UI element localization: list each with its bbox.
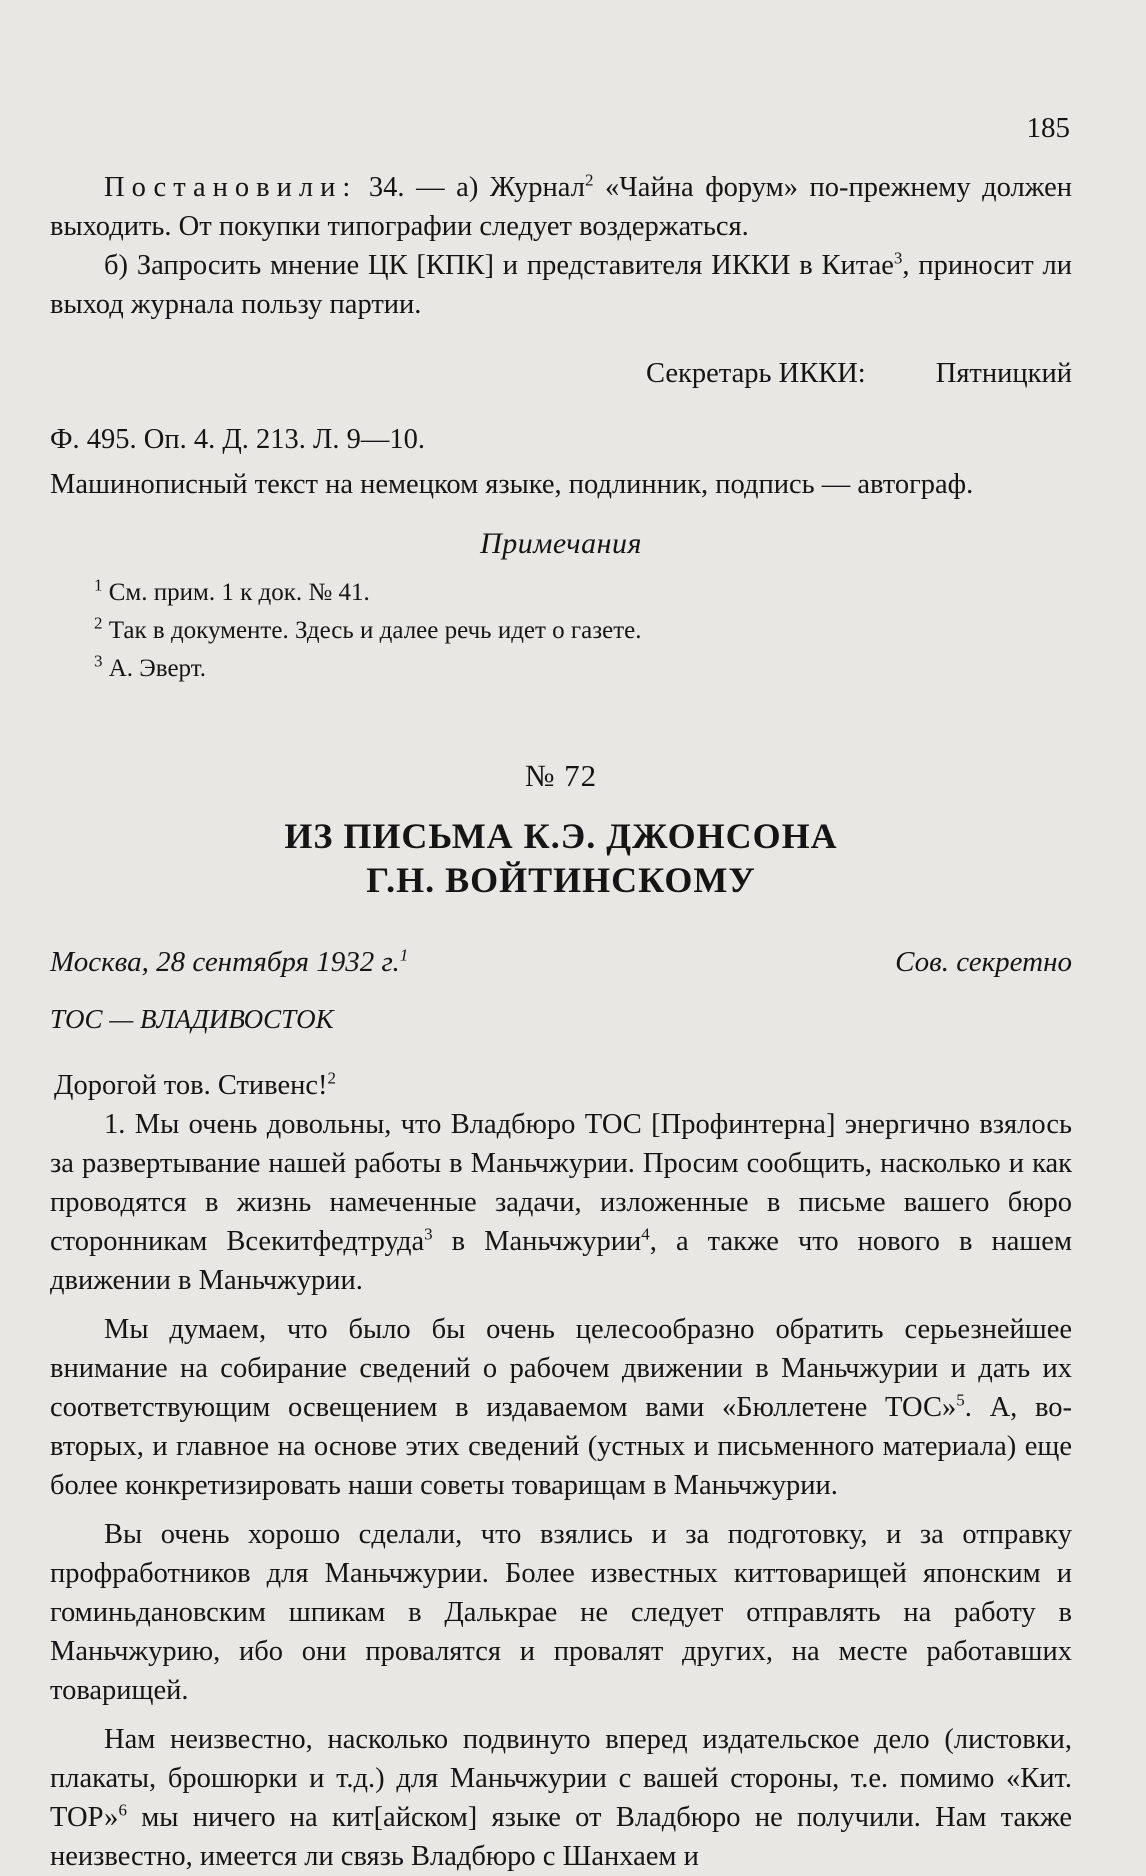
classification: Сов. секретно xyxy=(895,946,1072,978)
note-item: $^3$ А. Эверт. xyxy=(94,651,207,682)
note-item: $^2$ Так в документе. Здесь и далее речь идет о газете. xyxy=(94,613,642,644)
resolution-label: Постановили: xyxy=(104,172,358,203)
archive-reference: Ф. 495. Оп. 4. Д. 213. Л. 9—10. xyxy=(50,424,425,455)
place-date: Москва, 28 сентября 1932 г.$^1$ xyxy=(50,945,409,978)
document-title-line-1: ИЗ ПИСЬМА К.Э. ДЖОНСОНА xyxy=(284,816,838,856)
resolution-paragraph-a: Постановили: 34. — а) Журнал$^2$ «Чайна форум» по-прежнему должен выходить. От покупки типографии следует воздержаться. xyxy=(50,170,1072,242)
signature-name: Пятницкий xyxy=(935,358,1072,389)
letter-paragraph-4: Нам неизвестно, насколько подвинуто вперед издательское дело (листовки, плакаты, брошюрки и т.д.) для Маньчжурии с вашей стороны, т.е. помимо «Кит. ТОР»$^6$ мы ничего на кит[айском] языке от Владбюро не получили. Нам также неизвестно, имеется ли связь Владбюро с Шанхаем и xyxy=(50,1724,1072,1872)
signature-role: Секретарь ИККИ: xyxy=(646,358,866,389)
resolution-block xyxy=(50,168,1072,324)
letter-paragraph-3: Вы очень хорошо сделали, что взялись и за подготовку, и за отправку профработников для Маньчжурии. Более известных киттоварищей японским и гоминьдановским шпикам в Далькрае не следует отправлять на работу в Маньчжурию, ибо они провалятся и провалят других, на месте работавших товарищей. xyxy=(50,1519,1072,1706)
route: ТОС — ВЛАДИВОСТОК xyxy=(50,1004,334,1034)
letter-paragraph-2: Мы думаем, что было бы очень целесообразно обратить серьезнейшее внимание на собирание сведений о рабочем движении в Маньчжурии и дать их соответствующим освещением в издаваемом вами «Бюллетене ТОС»$^5$. А, во-вторых, и главное на основе этих сведений (устных и письменного материала) еще более конкретизировать наши советы товарищам в Маньчжурии. xyxy=(50,1314,1072,1501)
letter-paragraph-1: 1. Мы очень довольны, что Владбюро ТОС [Профинтерна] энергично взялось за развертывание нашей работы в Маньчжурии. Просим сообщить, насколько и как проводятся в жизнь намеченные задачи, изложенные в письме вашего бюро сторонникам Всекитфедтруда$^3$ в Маньчжурии$^4$, а также что нового в нашем движении в Маньчжурии. xyxy=(50,1109,1072,1296)
signature-line xyxy=(50,354,1072,393)
resolution-paragraph-b: б) Запросить мнение ЦК [КПК] и представителя ИККИ в Китае$^3$, приносит ли выход журнала пользу партии. xyxy=(50,248,1072,320)
footnote-ref: 3 xyxy=(893,248,903,268)
route-line xyxy=(50,1000,1072,1038)
document-number: № 72 xyxy=(524,758,598,793)
archive-description: Машинописный текст на немецком языке, подлинник, подпись — автограф. xyxy=(50,469,974,500)
greeting: Дорогой тов. Стивенс!$^2$ xyxy=(54,1068,337,1101)
dateline xyxy=(50,942,1072,982)
notes-section xyxy=(50,524,1072,688)
notes-title: Примечания xyxy=(480,527,642,560)
letter-body xyxy=(50,1066,1072,1876)
document-header xyxy=(50,756,1072,902)
note-item: $^1$ См. прим. 1 к док. № 41. xyxy=(94,575,370,606)
document-title-line-2: Г.Н. ВОЙТИНСКОМУ xyxy=(366,860,756,900)
page-number: 185 xyxy=(1026,112,1070,144)
archive-block xyxy=(50,420,1072,504)
footnote-ref: 2 xyxy=(584,170,594,190)
